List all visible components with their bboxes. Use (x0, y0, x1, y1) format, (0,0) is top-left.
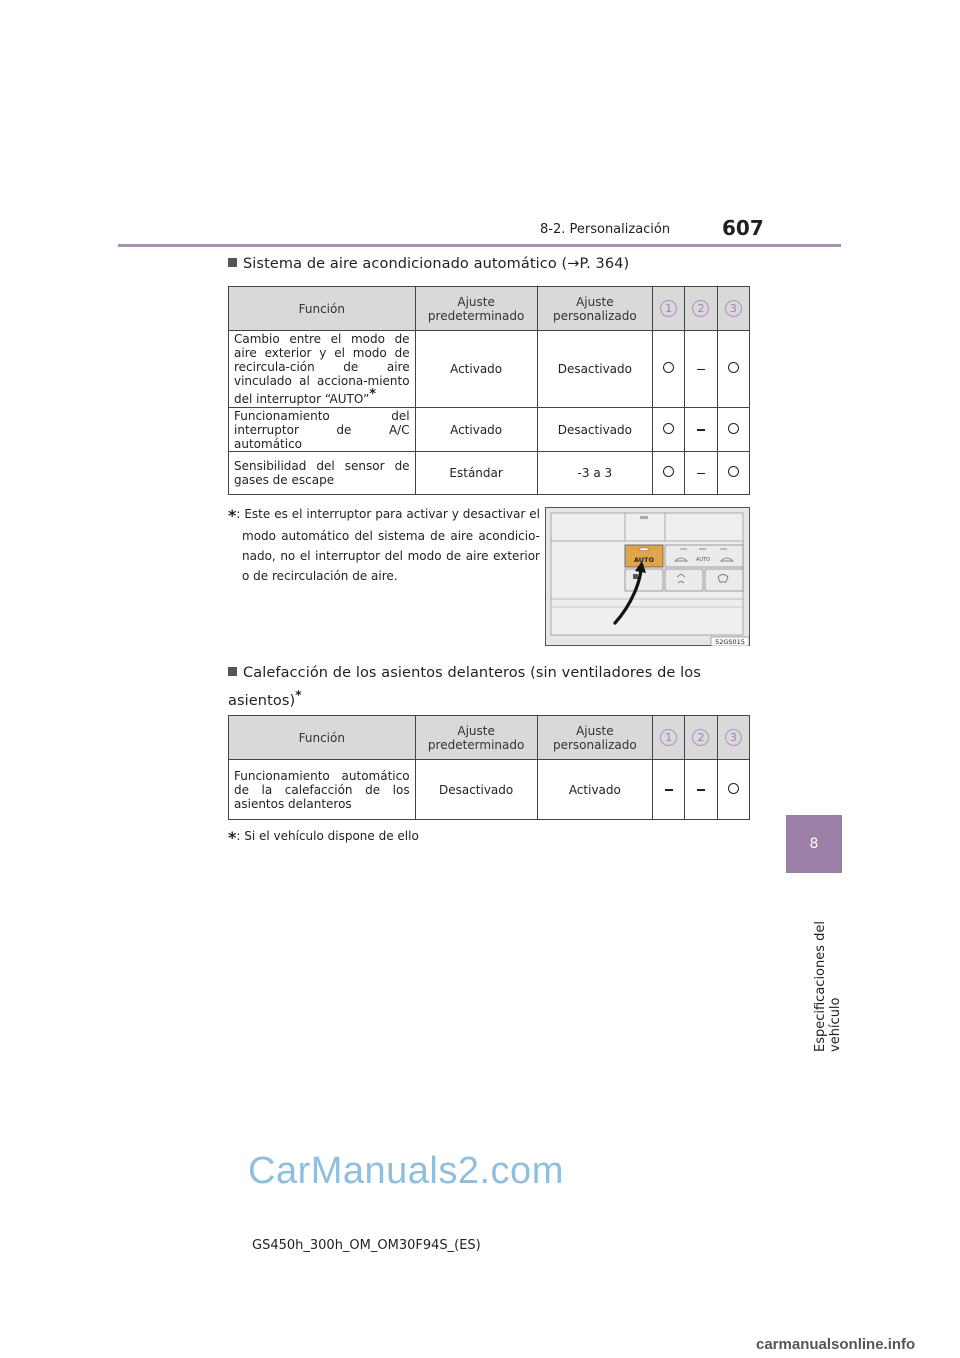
header-custom: Ajuste personalizado (537, 716, 652, 760)
circle-mark-icon (663, 362, 674, 373)
seat-heater-table (228, 715, 750, 820)
chapter-label: Especificaciones del vehículo (813, 920, 843, 1052)
circle-mark-icon (663, 466, 674, 477)
row-function: Cambio entre el modo de aire exterior y el modo de recircula-ción de aire vinculado al acciona-miento del interruptor “AUTO”* (229, 331, 416, 408)
header-col-1: 1 (653, 287, 685, 331)
ac-panel-drawing (545, 507, 750, 646)
dash-mark-icon (697, 789, 705, 790)
row-default: Activado (415, 331, 537, 408)
row-mark-3 (717, 452, 749, 495)
dash-mark-icon (665, 789, 673, 790)
document-code: GS450h_300h_OM_OM30F94S_(ES) (252, 1238, 481, 1253)
row-custom: Desactivado (537, 331, 652, 408)
header-col-3: 3 (717, 287, 749, 331)
row-mark-1 (653, 452, 685, 495)
circle-mark-icon (728, 423, 739, 434)
watermark-corner: carmanualsonline.info (756, 1336, 916, 1353)
row-default: Activado (415, 408, 537, 452)
row-mark-2 (685, 452, 717, 495)
header-default: Ajuste predeterminado (415, 716, 537, 760)
footnote-availability: *: Si el vehículo dispone de ello (228, 828, 419, 847)
dash-mark-icon (697, 473, 705, 474)
row-mark-3 (717, 408, 749, 452)
circle-mark-icon (728, 466, 739, 477)
row-mark-2 (685, 331, 717, 408)
header-function: Función (229, 287, 416, 331)
section-heading-ac: Sistema de aire acondicionado automático (→P. 364) (228, 256, 629, 272)
row-default: Desactivado (415, 760, 537, 820)
row-function: Funcionamiento del interruptor de A/C automático (229, 408, 416, 452)
table-row (229, 760, 750, 820)
row-custom: Activado (537, 760, 652, 820)
bullet-square-icon (228, 667, 237, 676)
header-col-1: 1 (653, 716, 685, 760)
figure-code: 52GS015 (715, 638, 745, 646)
row-mark-1 (653, 331, 685, 408)
recirc-auto-label: AUTO (695, 557, 711, 563)
row-mark-2 (685, 408, 717, 452)
ac-panel-illustration (545, 507, 750, 646)
section-header: 8-2. Personalización (540, 222, 671, 237)
header-col-2: 2 (685, 716, 717, 760)
section-heading-seat-heater: Calefacción de los asientos delanteros (sin ventiladores de los asientos)* (228, 665, 701, 709)
footnote-auto: *: Este es el interruptor para activar y desactivar el modo automático del sistema de aire acondicio-nado, no el interruptor del modo de aire exterior o de recirculación de aire. (228, 506, 540, 583)
header-col-2: 2 (685, 287, 717, 331)
header-rule (118, 244, 841, 247)
watermark-logo: CarManuals2.com (248, 1150, 564, 1192)
table-row (229, 452, 750, 495)
ac-settings-table (228, 286, 750, 495)
row-mark-3 (717, 331, 749, 408)
header-col-3: 3 (717, 716, 749, 760)
header-custom: Ajuste personalizado (537, 287, 652, 331)
header-function: Función (229, 716, 416, 760)
row-custom: -3 a 3 (537, 452, 652, 495)
circle-mark-icon (663, 423, 674, 434)
page-number: 607 (722, 216, 764, 240)
table-row (229, 331, 750, 408)
auto-button-label: AUTO (633, 556, 655, 564)
dash-mark-icon (697, 369, 705, 370)
chapter-tab: 8 (786, 815, 842, 873)
row-function: Sensibilidad del sensor de gases de escape (229, 452, 416, 495)
circle-mark-icon (728, 783, 739, 794)
row-mark-1 (653, 760, 685, 820)
header-default: Ajuste predeterminado (415, 287, 537, 331)
row-custom: Desactivado (537, 408, 652, 452)
table-row (229, 408, 750, 452)
row-default: Estándar (415, 452, 537, 495)
table-header-row (229, 716, 750, 760)
row-mark-1 (653, 408, 685, 452)
row-function: Funcionamiento automático de la calefacción de los asientos delanteros (229, 760, 416, 820)
bullet-square-icon (228, 258, 237, 267)
row-mark-2 (685, 760, 717, 820)
circle-mark-icon (728, 362, 739, 373)
table-header-row (229, 287, 750, 331)
dash-mark-icon (697, 429, 705, 430)
row-mark-3 (717, 760, 749, 820)
